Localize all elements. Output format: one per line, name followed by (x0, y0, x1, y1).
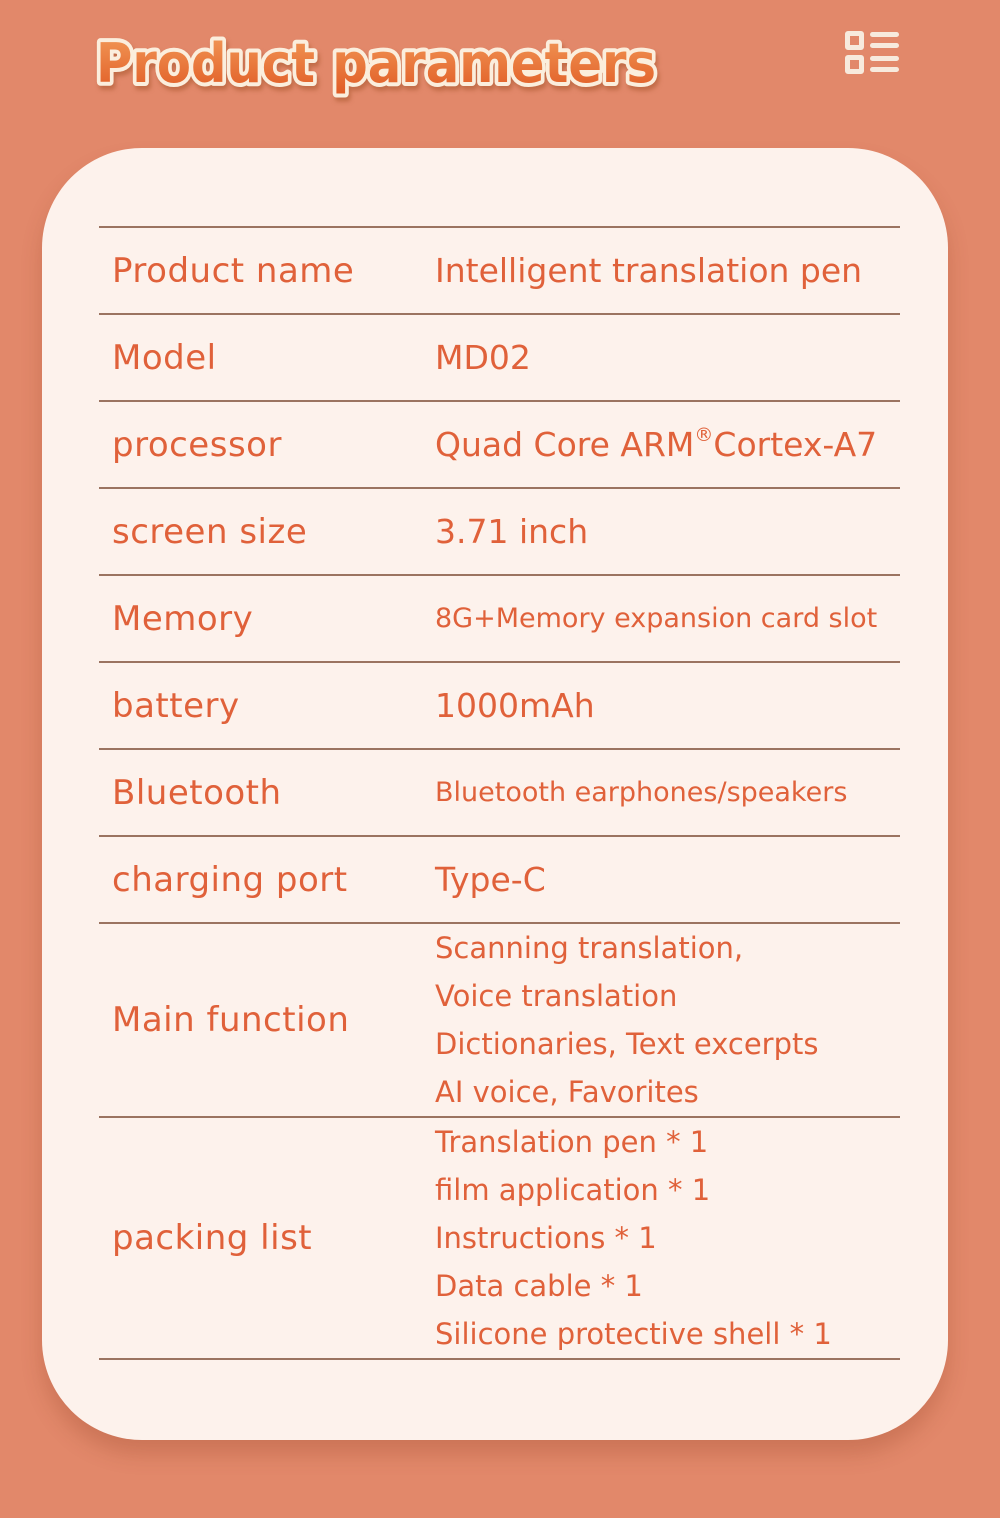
spec-label: packing list (112, 1218, 313, 1258)
spec-label: battery (112, 685, 240, 726)
spec-row-charging-port (99, 837, 900, 924)
packing-item: Translation pen * 1 (435, 1125, 709, 1159)
processor-name: Quad Core ARM (435, 425, 695, 464)
spec-value (435, 1118, 900, 1358)
list-icon-row (845, 30, 899, 50)
spec-label: Main function (112, 1000, 350, 1040)
checkbox-square-icon (845, 31, 864, 50)
spec-value (435, 924, 900, 1116)
spec-value: 1000mAh (435, 686, 595, 725)
page-title-text: Product parameters (96, 32, 656, 95)
spec-label: charging port (112, 859, 348, 900)
processor-core: Cortex-A7 (713, 425, 878, 464)
spec-label: Product name (112, 250, 355, 291)
checkbox-square-icon (845, 55, 864, 74)
spec-row-main-function (99, 924, 900, 1118)
spec-value: Bluetooth earphones/speakers (435, 777, 848, 808)
spec-value: 3.71 inch (435, 512, 589, 551)
function-line: AI voice, Favorites (435, 1075, 699, 1109)
spec-card (42, 148, 948, 1440)
spec-value: Intelligent translation pen (435, 251, 863, 290)
list-icon-row (845, 54, 899, 74)
function-line: Voice translation (435, 979, 678, 1013)
spec-row-processor (99, 402, 900, 489)
spec-table (99, 226, 900, 1360)
function-line: Scanning translation, (435, 931, 744, 965)
list-lines-icon (870, 32, 899, 48)
spec-row-model (99, 315, 900, 402)
packing-item: Silicone protective shell * 1 (435, 1317, 832, 1351)
spec-value: Quad Core ARM ® Cortex-A7 (435, 423, 878, 464)
spec-value: Type-C (435, 860, 546, 899)
spec-label: Memory (112, 598, 254, 639)
spec-value: MD02 (435, 338, 531, 377)
spec-label: Model (112, 337, 217, 378)
page-header (0, 0, 1000, 148)
packing-item: Instructions * 1 (435, 1221, 657, 1255)
list-icon (845, 30, 899, 74)
packing-item: Data cable * 1 (435, 1269, 643, 1303)
function-line: Dictionaries, Text excerpts (435, 1027, 819, 1061)
spec-label: processor (112, 424, 282, 465)
spec-row-bluetooth (99, 750, 900, 837)
spec-row-battery (99, 663, 900, 750)
packing-item: film application * 1 (435, 1173, 711, 1207)
spec-label: screen size (112, 511, 308, 552)
spec-row-screen-size (99, 489, 900, 576)
spec-label: Bluetooth (112, 772, 282, 813)
spec-row-memory (99, 576, 900, 663)
spec-row-packing-list (99, 1118, 900, 1360)
spec-row-product-name (99, 228, 900, 315)
spec-value: 8G+Memory expansion card slot (435, 603, 878, 634)
list-lines-icon (870, 56, 899, 72)
page-title (90, 22, 670, 102)
